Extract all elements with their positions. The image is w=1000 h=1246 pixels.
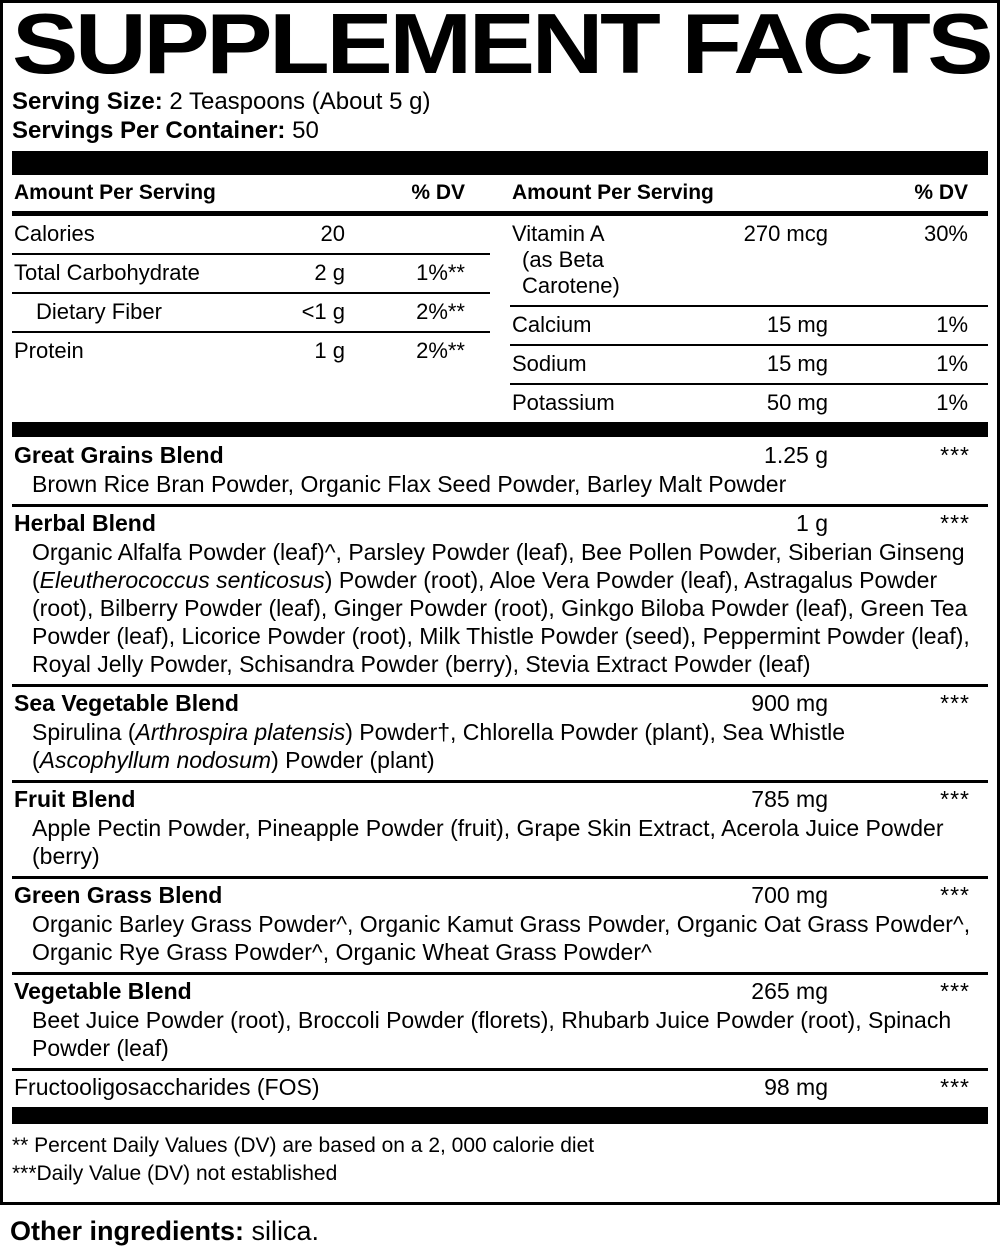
nutrient-dv: 1% <box>936 312 968 337</box>
nutrient-subname: (as Beta Carotene) <box>522 247 620 298</box>
blend-name: Fruit Blend <box>14 786 136 812</box>
nutrient-name-cell <box>12 299 230 325</box>
percent-dv-header-right: % DV <box>914 181 968 204</box>
blend-section-herbal-blend <box>12 504 988 684</box>
blend-amount: 1.25 g <box>764 442 828 468</box>
blend-amount: 900 mg <box>751 690 828 716</box>
blend-ingredients: Beet Juice Powder (root), Broccoli Powder (florets), Rhubarb Juice Powder (root), Spinach Powder (leaf) <box>32 1007 952 1061</box>
blend-ingredients: Organic Barley Grass Powder^, Organic Kamut Grass Powder, Organic Oat Grass Powder^, Organic Rye Grass Powder^, Organic Wheat Grass Powder^ <box>32 911 971 965</box>
blend-header <box>12 442 988 469</box>
blend-amount: 785 mg <box>751 786 828 812</box>
nutrient-amount: 1 g <box>314 338 345 363</box>
blend-dv: *** <box>940 442 970 468</box>
blend-ingredients: Brown Rice Bran Powder, Organic Flax Seed Powder, Barley Malt Powder <box>32 471 787 497</box>
nutrient-amount: <1 g <box>301 299 345 324</box>
other-ingredients-value: silica. <box>251 1216 320 1246</box>
nutrient-dv: 1% <box>936 351 968 376</box>
blend-dv: *** <box>940 1074 970 1100</box>
nutrient-name-cell <box>510 390 678 416</box>
blend-name: Sea Vegetable Blend <box>14 690 239 716</box>
blend-ingredients: Apple Pectin Powder, Pineapple Powder (fruit), Grape Skin Extract, Acerola Juice Powder (berry) <box>32 815 944 869</box>
nutrient-amount: 50 mg <box>766 390 828 415</box>
nutrient-amount: 15 mg <box>766 351 828 376</box>
blend-dv: *** <box>940 978 970 1004</box>
page-title-text: SUPPLEMENT FACTS <box>12 0 991 92</box>
nutrient-column-right <box>510 216 988 422</box>
blend-amount: 1 g <box>796 510 828 536</box>
blend-header <box>12 510 988 537</box>
nutrient-column-left <box>12 216 490 370</box>
nutrient-name: Dietary Fiber <box>36 299 162 324</box>
servings-per-container-label: Servings Per Container: <box>12 117 286 144</box>
nutrient-name: Vitamin A <box>512 221 605 246</box>
nutrient-name-cell <box>12 338 230 364</box>
nutrient-dv: 30% <box>923 221 968 246</box>
nutrient-name: Sodium <box>512 351 587 376</box>
column-header-right <box>510 181 988 205</box>
nutrient-dv: 2%** <box>416 299 465 324</box>
blend-header <box>12 786 988 813</box>
blend-ingredients: Spirulina (Arthrospira platensis) Powder†, Chlorella Powder (plant), Sea Whistle (Ascophyllum nodosum) Powder (plant) <box>32 719 846 773</box>
blend-ingredients: Organic Alfalfa Powder (leaf)^, Parsley Powder (leaf), Bee Pollen Powder, Siberian Ginseng (Eleutherococcus senticosus) Powder (root), Aloe Vera Powder (leaf), Astragalus Powder (root), Bilberry Powder (leaf), Ginger Powder (root), Ginkgo Biloba Powder (leaf), Green Tea Powder (leaf), Licorice Powder (root), Milk Thistle Powder (seed), Peppermint Powder (leaf), Royal Jelly Powder, Schisandra Powder (berry), Stevia Extract Powder (leaf) <box>32 539 970 677</box>
nutrient-row-calories <box>12 216 490 255</box>
blend-header <box>12 690 988 717</box>
blend-amount: 700 mg <box>751 882 828 908</box>
separator-bar-middle <box>12 422 988 437</box>
blend-name: Green Grass Blend <box>14 882 223 908</box>
footnote-not-established: ***Daily Value (DV) not established <box>12 1162 338 1185</box>
separator-bar-bottom <box>12 1107 988 1124</box>
nutrient-row-total-carbohydrate <box>12 255 490 294</box>
blend-amount: 265 mg <box>751 978 828 1004</box>
nutrient-amount: 15 mg <box>766 312 828 337</box>
other-ingredients-line <box>10 1216 1000 1246</box>
nutrient-name: Protein <box>14 338 84 363</box>
blend-name: Vegetable Blend <box>14 978 192 1004</box>
blend-dv: *** <box>940 882 970 908</box>
nutrient-name: Potassium <box>512 390 615 415</box>
serving-size-label: Serving Size: <box>12 88 163 115</box>
blend-name: Fructooligosaccharides (FOS) <box>14 1074 320 1100</box>
blend-header <box>12 882 988 909</box>
blend-section-fruit-blend <box>12 780 988 876</box>
blend-section-fructooligosaccharides-fos <box>12 1068 988 1107</box>
servings-per-container-value: 50 <box>292 117 319 144</box>
blend-section-green-grass-blend <box>12 876 988 972</box>
nutrient-row-vitamin-a <box>510 216 988 307</box>
footnote-daily-values: ** Percent Daily Values (DV) are based on a 2, 000 calorie diet <box>12 1134 595 1157</box>
blend-name: Great Grains Blend <box>14 442 224 468</box>
nutrient-dv: 1% <box>936 390 968 415</box>
nutrient-amount: 2 g <box>314 260 345 285</box>
blend-header <box>12 978 988 1005</box>
separator-bar-top <box>12 151 988 175</box>
nutrient-name-cell <box>12 221 230 247</box>
column-headers <box>12 175 988 211</box>
blend-dv: *** <box>940 786 970 812</box>
nutrient-name-cell <box>510 351 678 377</box>
percent-dv-header-left: % DV <box>411 181 465 204</box>
blend-name: Herbal Blend <box>14 510 156 536</box>
nutrient-amount: 270 mcg <box>743 221 828 246</box>
amount-per-serving-header-right: Amount Per Serving <box>512 181 714 204</box>
serving-size-value: 2 Teaspoons (About 5 g) <box>169 88 431 115</box>
blend-dv: *** <box>940 690 970 716</box>
nutrient-name: Calcium <box>512 312 592 337</box>
blend-dv: *** <box>940 510 970 536</box>
blend-list <box>12 437 988 1107</box>
nutrient-name-cell <box>510 221 678 299</box>
blend-section-great-grains-blend <box>12 437 988 504</box>
nutrient-row-dietary-fiber <box>12 294 490 333</box>
blend-section-sea-vegetable-blend <box>12 684 988 780</box>
nutrient-dv: 2%** <box>416 338 465 363</box>
nutrient-amount: 20 <box>320 221 345 246</box>
other-ingredients-label: Other ingredients: <box>10 1216 245 1246</box>
column-header-left <box>12 181 490 205</box>
nutrient-row-potassium <box>510 385 988 422</box>
nutrient-columns <box>12 216 988 422</box>
nutrient-row-calcium <box>510 307 988 346</box>
nutrient-name: Calories <box>14 221 95 246</box>
blend-section-vegetable-blend <box>12 972 988 1068</box>
servings-per-container-line <box>12 116 988 145</box>
nutrient-row-sodium <box>510 346 988 385</box>
nutrient-name-cell <box>12 260 230 286</box>
page-title <box>12 0 991 92</box>
blend-header <box>12 1074 988 1101</box>
nutrient-name-cell <box>510 312 678 338</box>
footnotes <box>12 1124 988 1202</box>
nutrient-row-protein <box>12 333 490 370</box>
amount-per-serving-header-left: Amount Per Serving <box>14 181 216 204</box>
blend-amount: 98 mg <box>764 1074 828 1100</box>
nutrient-dv: 1%** <box>416 260 465 285</box>
nutrient-name: Total Carbohydrate <box>14 260 200 285</box>
